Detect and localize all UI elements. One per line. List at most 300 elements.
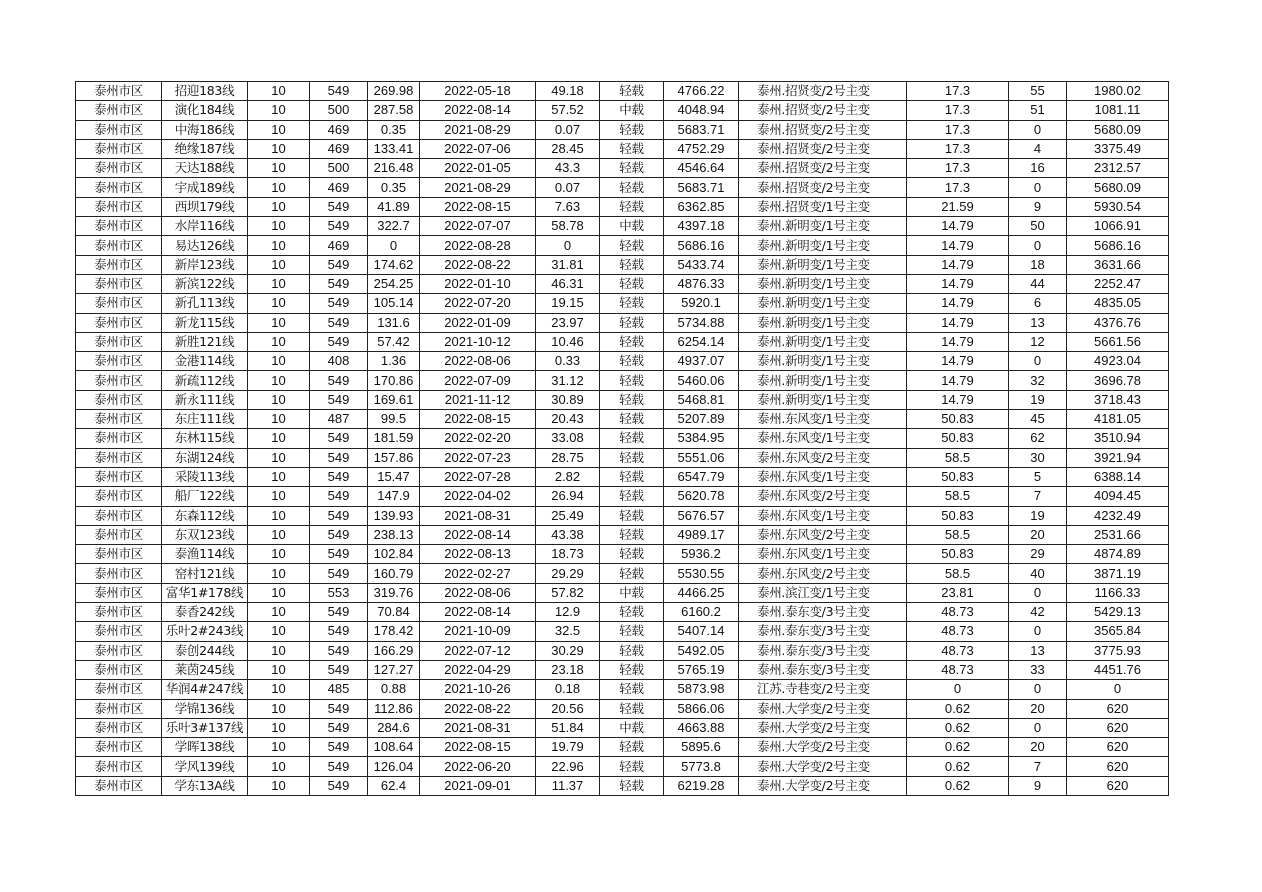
voltage-cell: 10 [248, 139, 310, 158]
table-row [76, 680, 1169, 699]
table-row [76, 718, 1169, 737]
load-status-cell: 轻载 [600, 699, 664, 718]
region-cell: 泰州市区 [76, 583, 162, 602]
load-rate-cell: 20.43 [536, 410, 600, 429]
region-cell: 泰州市区 [76, 352, 162, 371]
transformer-rate-cell: 14.79 [907, 390, 1009, 409]
count-cell: 20 [1009, 699, 1067, 718]
load-rate-cell: 10.46 [536, 332, 600, 351]
voltage-cell: 10 [248, 236, 310, 255]
load-cell: 174.62 [368, 255, 420, 274]
load-cell: 62.4 [368, 776, 420, 795]
load-status-cell: 轻载 [600, 448, 664, 467]
load-cell: 157.86 [368, 448, 420, 467]
date-cell: 2022-07-20 [420, 294, 536, 313]
date-cell: 2022-08-14 [420, 603, 536, 622]
transformer-cell: 泰州.大学变/2号主变 [739, 699, 907, 718]
date-cell: 2022-01-09 [420, 313, 536, 332]
region-cell: 泰州市区 [76, 197, 162, 216]
load-cell: 170.86 [368, 371, 420, 390]
region-cell: 泰州市区 [76, 757, 162, 776]
available-cell: 620 [1067, 718, 1169, 737]
region-cell: 泰州市区 [76, 390, 162, 409]
available-cell: 1066.91 [1067, 217, 1169, 236]
available-cell: 4451.76 [1067, 660, 1169, 679]
capacity-cell: 549 [310, 448, 368, 467]
capacity-cell: 549 [310, 738, 368, 757]
transformer-rate-cell: 23.81 [907, 583, 1009, 602]
load-cell: 131.6 [368, 313, 420, 332]
margin-cell: 5620.78 [664, 487, 739, 506]
count-cell: 6 [1009, 294, 1067, 313]
voltage-cell: 10 [248, 757, 310, 776]
count-cell: 19 [1009, 506, 1067, 525]
load-status-cell: 轻载 [600, 641, 664, 660]
voltage-cell: 10 [248, 506, 310, 525]
available-cell: 620 [1067, 738, 1169, 757]
count-cell: 5 [1009, 467, 1067, 486]
load-rate-cell: 57.52 [536, 101, 600, 120]
capacity-cell: 500 [310, 159, 368, 178]
capacity-cell: 549 [310, 545, 368, 564]
capacity-cell: 549 [310, 255, 368, 274]
count-cell: 4 [1009, 139, 1067, 158]
transformer-cell: 泰州.大学变/2号主变 [739, 757, 907, 776]
transformer-rate-cell: 48.73 [907, 622, 1009, 641]
voltage-cell: 10 [248, 487, 310, 506]
available-cell: 1166.33 [1067, 583, 1169, 602]
load-rate-cell: 0.33 [536, 352, 600, 371]
date-cell: 2022-08-28 [420, 236, 536, 255]
voltage-cell: 10 [248, 429, 310, 448]
count-cell: 7 [1009, 487, 1067, 506]
date-cell: 2022-07-09 [420, 371, 536, 390]
load-cell: 108.64 [368, 738, 420, 757]
region-cell: 泰州市区 [76, 718, 162, 737]
load-rate-cell: 0.07 [536, 120, 600, 139]
transformer-cell: 泰州.泰东变/3号主变 [739, 641, 907, 660]
transformer-cell: 泰州.招贤变/2号主变 [739, 82, 907, 101]
count-cell: 9 [1009, 776, 1067, 795]
voltage-cell: 10 [248, 178, 310, 197]
transformer-rate-cell: 58.5 [907, 487, 1009, 506]
load-cell: 126.04 [368, 757, 420, 776]
capacity-cell: 549 [310, 429, 368, 448]
load-rate-cell: 25.49 [536, 506, 600, 525]
line-name-cell: 船厂122线 [162, 487, 248, 506]
load-status-cell: 中载 [600, 583, 664, 602]
region-cell: 泰州市区 [76, 545, 162, 564]
transformer-cell: 泰州.新明变/1号主变 [739, 313, 907, 332]
date-cell: 2022-08-15 [420, 410, 536, 429]
date-cell: 2022-05-18 [420, 82, 536, 101]
margin-cell: 5468.81 [664, 390, 739, 409]
load-status-cell: 轻载 [600, 525, 664, 544]
voltage-cell: 10 [248, 680, 310, 699]
count-cell: 0 [1009, 680, 1067, 699]
transformer-rate-cell: 14.79 [907, 255, 1009, 274]
load-status-cell: 轻载 [600, 410, 664, 429]
count-cell: 13 [1009, 313, 1067, 332]
transformer-rate-cell: 14.79 [907, 332, 1009, 351]
region-cell: 泰州市区 [76, 178, 162, 197]
transformer-rate-cell: 14.79 [907, 217, 1009, 236]
transformer-cell: 泰州.招贤变/2号主变 [739, 139, 907, 158]
margin-cell: 5734.88 [664, 313, 739, 332]
line-name-cell: 招迎183线 [162, 82, 248, 101]
transformer-rate-cell: 14.79 [907, 371, 1009, 390]
count-cell: 0 [1009, 236, 1067, 255]
margin-cell: 5765.19 [664, 660, 739, 679]
table-row [76, 313, 1169, 332]
table-row [76, 294, 1169, 313]
table-row [76, 139, 1169, 158]
voltage-cell: 10 [248, 718, 310, 737]
table-row [76, 525, 1169, 544]
transformer-rate-cell: 0.62 [907, 718, 1009, 737]
voltage-cell: 10 [248, 467, 310, 486]
line-name-cell: 莱茵245线 [162, 660, 248, 679]
table-row [76, 738, 1169, 757]
transformer-cell: 泰州.东风变/2号主变 [739, 564, 907, 583]
load-status-cell: 轻载 [600, 660, 664, 679]
line-name-cell: 新永111线 [162, 390, 248, 409]
transformer-rate-cell: 50.83 [907, 506, 1009, 525]
load-status-cell: 轻载 [600, 371, 664, 390]
available-cell: 1980.02 [1067, 82, 1169, 101]
date-cell: 2022-01-10 [420, 274, 536, 293]
line-name-cell: 新滨122线 [162, 274, 248, 293]
load-status-cell: 轻载 [600, 352, 664, 371]
load-rate-cell: 19.79 [536, 738, 600, 757]
available-cell: 620 [1067, 699, 1169, 718]
margin-cell: 5551.06 [664, 448, 739, 467]
load-status-cell: 轻载 [600, 159, 664, 178]
transformer-rate-cell: 58.5 [907, 448, 1009, 467]
transformer-rate-cell: 17.3 [907, 120, 1009, 139]
load-status-cell: 轻载 [600, 757, 664, 776]
load-cell: 284.6 [368, 718, 420, 737]
transformer-cell: 泰州.东风变/1号主变 [739, 410, 907, 429]
capacity-cell: 469 [310, 178, 368, 197]
capacity-cell: 549 [310, 217, 368, 236]
transformer-cell: 泰州.大学变/2号主变 [739, 738, 907, 757]
capacity-cell: 549 [310, 506, 368, 525]
load-rate-cell: 49.18 [536, 82, 600, 101]
count-cell: 40 [1009, 564, 1067, 583]
load-status-cell: 轻载 [600, 564, 664, 583]
transformer-rate-cell: 17.3 [907, 101, 1009, 120]
count-cell: 51 [1009, 101, 1067, 120]
line-name-cell: 金港114线 [162, 352, 248, 371]
table-row [76, 255, 1169, 274]
load-rate-cell: 12.9 [536, 603, 600, 622]
voltage-cell: 10 [248, 82, 310, 101]
voltage-cell: 10 [248, 738, 310, 757]
count-cell: 19 [1009, 390, 1067, 409]
date-cell: 2022-02-20 [420, 429, 536, 448]
line-name-cell: 乐叶2#243线 [162, 622, 248, 641]
transformer-rate-cell: 58.5 [907, 564, 1009, 583]
table-row [76, 583, 1169, 602]
load-status-cell: 轻载 [600, 178, 664, 197]
table-row [76, 197, 1169, 216]
voltage-cell: 10 [248, 525, 310, 544]
voltage-cell: 10 [248, 101, 310, 120]
capacity-cell: 549 [310, 294, 368, 313]
load-rate-cell: 26.94 [536, 487, 600, 506]
load-cell: 139.93 [368, 506, 420, 525]
line-name-cell: 学锦136线 [162, 699, 248, 718]
capacity-cell: 549 [310, 197, 368, 216]
region-cell: 泰州市区 [76, 487, 162, 506]
available-cell: 5661.56 [1067, 332, 1169, 351]
table-row [76, 487, 1169, 506]
table-row [76, 101, 1169, 120]
load-status-cell: 轻载 [600, 506, 664, 525]
load-status-cell: 轻载 [600, 429, 664, 448]
capacity-cell: 549 [310, 622, 368, 641]
load-status-cell: 轻载 [600, 622, 664, 641]
date-cell: 2022-08-14 [420, 525, 536, 544]
count-cell: 42 [1009, 603, 1067, 622]
available-cell: 1081.11 [1067, 101, 1169, 120]
table-row [76, 467, 1169, 486]
load-rate-cell: 32.5 [536, 622, 600, 641]
transformer-rate-cell: 48.73 [907, 641, 1009, 660]
available-cell: 4094.45 [1067, 487, 1169, 506]
margin-cell: 5683.71 [664, 120, 739, 139]
load-rate-cell: 0.07 [536, 178, 600, 197]
voltage-cell: 10 [248, 622, 310, 641]
load-cell: 0.88 [368, 680, 420, 699]
voltage-cell: 10 [248, 274, 310, 293]
available-cell: 3375.49 [1067, 139, 1169, 158]
date-cell: 2022-08-15 [420, 738, 536, 757]
transformer-rate-cell: 14.79 [907, 352, 1009, 371]
count-cell: 30 [1009, 448, 1067, 467]
count-cell: 13 [1009, 641, 1067, 660]
transformer-cell: 泰州.新明变/1号主变 [739, 352, 907, 371]
margin-cell: 5492.05 [664, 641, 739, 660]
line-name-cell: 天达188线 [162, 159, 248, 178]
line-name-cell: 东林115线 [162, 429, 248, 448]
available-cell: 3631.66 [1067, 255, 1169, 274]
line-name-cell: 华润4#247线 [162, 680, 248, 699]
available-cell: 3775.93 [1067, 641, 1169, 660]
voltage-cell: 10 [248, 390, 310, 409]
count-cell: 0 [1009, 120, 1067, 139]
count-cell: 0 [1009, 622, 1067, 641]
line-name-cell: 东庄111线 [162, 410, 248, 429]
region-cell: 泰州市区 [76, 641, 162, 660]
load-cell: 269.98 [368, 82, 420, 101]
capacity-cell: 549 [310, 332, 368, 351]
load-status-cell: 轻载 [600, 82, 664, 101]
transformer-rate-cell: 14.79 [907, 294, 1009, 313]
transformer-cell: 泰州.东风变/2号主变 [739, 448, 907, 467]
available-cell: 5686.16 [1067, 236, 1169, 255]
table-row [76, 410, 1169, 429]
transformer-rate-cell: 48.73 [907, 660, 1009, 679]
capacity-cell: 549 [310, 371, 368, 390]
region-cell: 泰州市区 [76, 506, 162, 525]
transformer-cell: 泰州.新明变/1号主变 [739, 236, 907, 255]
load-cell: 322.7 [368, 217, 420, 236]
margin-cell: 6160.2 [664, 603, 739, 622]
count-cell: 32 [1009, 371, 1067, 390]
table-row [76, 371, 1169, 390]
line-name-cell: 学东13A线 [162, 776, 248, 795]
region-cell: 泰州市区 [76, 603, 162, 622]
available-cell: 620 [1067, 776, 1169, 795]
table-row [76, 506, 1169, 525]
table-row [76, 757, 1169, 776]
count-cell: 0 [1009, 583, 1067, 602]
region-cell: 泰州市区 [76, 680, 162, 699]
count-cell: 0 [1009, 352, 1067, 371]
load-cell: 0 [368, 236, 420, 255]
capacity-cell: 549 [310, 564, 368, 583]
table-row [76, 776, 1169, 795]
count-cell: 33 [1009, 660, 1067, 679]
transformer-cell: 泰州.新明变/1号主变 [739, 217, 907, 236]
line-name-cell: 水岸116线 [162, 217, 248, 236]
transformer-cell: 泰州.招贤变/1号主变 [739, 197, 907, 216]
region-cell: 泰州市区 [76, 622, 162, 641]
transformer-rate-cell: 17.3 [907, 159, 1009, 178]
load-cell: 0.35 [368, 120, 420, 139]
line-name-cell: 易达126线 [162, 236, 248, 255]
capacity-cell: 549 [310, 660, 368, 679]
capacity-cell: 549 [310, 776, 368, 795]
region-cell: 泰州市区 [76, 159, 162, 178]
voltage-cell: 10 [248, 776, 310, 795]
available-cell: 2312.57 [1067, 159, 1169, 178]
region-cell: 泰州市区 [76, 564, 162, 583]
table-row [76, 332, 1169, 351]
region-cell: 泰州市区 [76, 410, 162, 429]
date-cell: 2022-07-23 [420, 448, 536, 467]
transformer-cell: 泰州.东风变/1号主变 [739, 429, 907, 448]
available-cell: 3921.94 [1067, 448, 1169, 467]
available-cell: 4874.89 [1067, 545, 1169, 564]
voltage-cell: 10 [248, 564, 310, 583]
capacity-cell: 549 [310, 274, 368, 293]
date-cell: 2022-07-12 [420, 641, 536, 660]
capacity-cell: 500 [310, 101, 368, 120]
date-cell: 2022-06-20 [420, 757, 536, 776]
available-cell: 3871.19 [1067, 564, 1169, 583]
region-cell: 泰州市区 [76, 236, 162, 255]
available-cell: 3510.94 [1067, 429, 1169, 448]
margin-cell: 4466.25 [664, 583, 739, 602]
line-name-cell: 东湖124线 [162, 448, 248, 467]
region-cell: 泰州市区 [76, 217, 162, 236]
capacity-cell: 408 [310, 352, 368, 371]
line-name-cell: 宇成189线 [162, 178, 248, 197]
line-name-cell: 演化184线 [162, 101, 248, 120]
count-cell: 7 [1009, 757, 1067, 776]
margin-cell: 5384.95 [664, 429, 739, 448]
region-cell: 泰州市区 [76, 525, 162, 544]
load-cell: 166.29 [368, 641, 420, 660]
load-status-cell: 轻载 [600, 313, 664, 332]
margin-cell: 4048.94 [664, 101, 739, 120]
margin-cell: 5686.16 [664, 236, 739, 255]
region-cell: 泰州市区 [76, 699, 162, 718]
capacity-cell: 549 [310, 525, 368, 544]
load-cell: 238.13 [368, 525, 420, 544]
region-cell: 泰州市区 [76, 101, 162, 120]
table-row [76, 641, 1169, 660]
transformer-cell: 泰州.大学变/2号主变 [739, 776, 907, 795]
margin-cell: 5407.14 [664, 622, 739, 641]
load-status-cell: 轻载 [600, 197, 664, 216]
voltage-cell: 10 [248, 583, 310, 602]
available-cell: 3718.43 [1067, 390, 1169, 409]
capacity-cell: 485 [310, 680, 368, 699]
load-status-cell: 轻载 [600, 776, 664, 795]
count-cell: 9 [1009, 197, 1067, 216]
transformer-cell: 泰州.新明变/1号主变 [739, 274, 907, 293]
transformer-cell: 泰州.泰东变/3号主变 [739, 603, 907, 622]
transformer-cell: 泰州.新明变/1号主变 [739, 294, 907, 313]
region-cell: 泰州市区 [76, 294, 162, 313]
line-name-cell: 泰香242线 [162, 603, 248, 622]
region-cell: 泰州市区 [76, 255, 162, 274]
capacity-cell: 549 [310, 487, 368, 506]
margin-cell: 4663.88 [664, 718, 739, 737]
transformer-rate-cell: 48.73 [907, 603, 1009, 622]
load-status-cell: 轻载 [600, 139, 664, 158]
table-row [76, 274, 1169, 293]
margin-cell: 5207.89 [664, 410, 739, 429]
available-cell: 5680.09 [1067, 178, 1169, 197]
transformer-rate-cell: 50.83 [907, 545, 1009, 564]
table-row [76, 352, 1169, 371]
table-row [76, 660, 1169, 679]
margin-cell: 4766.22 [664, 82, 739, 101]
load-cell: 133.41 [368, 139, 420, 158]
load-rate-cell: 46.31 [536, 274, 600, 293]
date-cell: 2021-08-29 [420, 178, 536, 197]
voltage-cell: 10 [248, 352, 310, 371]
date-cell: 2021-10-12 [420, 332, 536, 351]
transformer-cell: 泰州.新明变/1号主变 [739, 255, 907, 274]
date-cell: 2022-04-02 [420, 487, 536, 506]
capacity-cell: 549 [310, 718, 368, 737]
load-cell: 102.84 [368, 545, 420, 564]
margin-cell: 5936.2 [664, 545, 739, 564]
transformer-cell: 泰州.招贤变/2号主变 [739, 178, 907, 197]
count-cell: 50 [1009, 217, 1067, 236]
date-cell: 2022-01-05 [420, 159, 536, 178]
load-rate-cell: 23.97 [536, 313, 600, 332]
count-cell: 0 [1009, 718, 1067, 737]
load-cell: 105.14 [368, 294, 420, 313]
transformer-cell: 泰州.东风变/1号主变 [739, 545, 907, 564]
load-rate-cell: 29.29 [536, 564, 600, 583]
line-name-cell: 中海186线 [162, 120, 248, 139]
region-cell: 泰州市区 [76, 332, 162, 351]
voltage-cell: 10 [248, 660, 310, 679]
date-cell: 2022-08-22 [420, 699, 536, 718]
load-rate-cell: 7.63 [536, 197, 600, 216]
table-row [76, 390, 1169, 409]
transformer-rate-cell: 21.59 [907, 197, 1009, 216]
date-cell: 2021-08-31 [420, 506, 536, 525]
